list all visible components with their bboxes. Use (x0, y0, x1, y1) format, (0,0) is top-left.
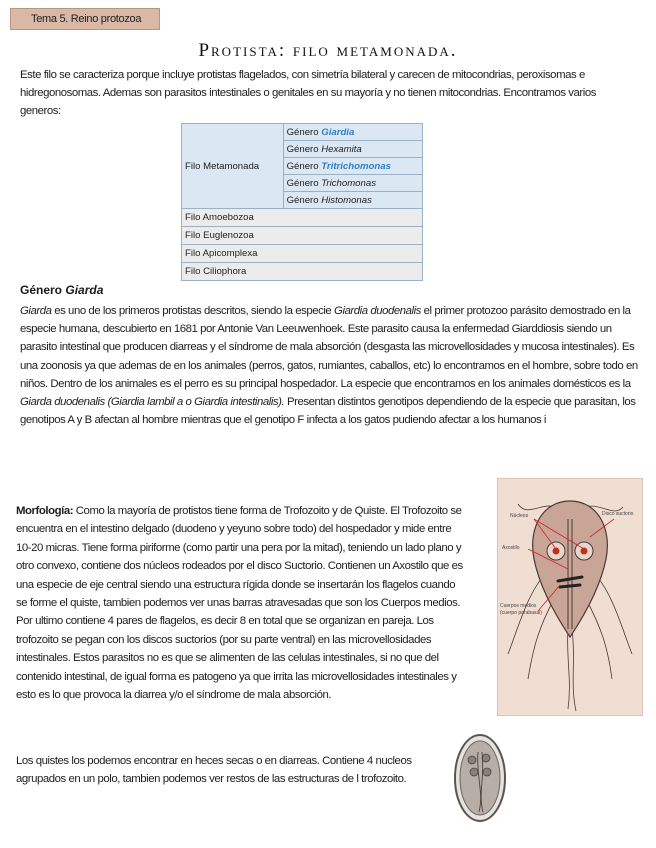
table-row-phylum (182, 263, 423, 281)
label-disco-suctorio: Disco suctorio (602, 511, 634, 517)
trophozoite-figure (497, 478, 643, 716)
genus-prefix: Género (286, 143, 319, 155)
giardia-heading-prefix: Género (20, 283, 63, 297)
cyst-illustration (452, 732, 508, 824)
label-axostilo: Axostilo (502, 545, 520, 551)
genus-prefix: Género (286, 126, 319, 138)
table-genus-cell (283, 141, 422, 158)
genus-name: Hexamita (321, 143, 362, 155)
giardia-heading-name: Giarda (65, 283, 104, 297)
morfologia-text: Como la mayoría de protistos tiene forma de Trofozoito y de Quiste. El Trofozoito se encuentra en el intestino delgado (duodeno y yeyuno sobre todo) del hospedador y mide entre 10-20 micras. Tiene forma piriforme (como partir una pera por la mitad), teniendo un lado plano y otro convexo, contiene dos núcleos rodeados por el disco Suctorio. Contienen un Axostilo que es una especie de eje central siendo una estructura rígida donde se insertarán los flagelos cuando se forme el quiste, tambien podemos ver unas barras atravesadas que son los Cuerpos medios. Por ultimo contiene 4 pares de flagelos, es decir 8 en total que se organizan en pareja. Los trofozoito se pegan con los discos suctorios (por su parte ventral) en las microvellosidades intestinales. Estos parasitos no es que se alimenten de las celulas intestinales, si no que del contenido intestinal, de igual forma es patogeno ya que irrita las microvellosidades intestinales y esto es lo que provoca la diarrea y/o el síndrome de mala absorción. (16, 505, 463, 702)
giardia-text-d: el primer protozoo parásito demostrado en la especie humana, descubierto en 1681 por Antonie Van Leeuwenhoek. Este parasito causa la enfermedad Giarddiosis siendo un parasito intestinal que producen diarreas y el síndrome de mala absorción (desgasta las microvellosidades y mucosa intestinales). Es una zoonosis ya que ademas de en los animales (perros, gatos, rumiantes, caballos, etc) lo encontramos en el hombre, sobre todo en niños. Dentro de los animales es el perro es su principal hospedador. La especie que encontramos en los animales domésticos es la (20, 305, 638, 390)
genus-name: Trichomonas (321, 177, 376, 189)
table-phylum-cell: Filo Apicomplexa (182, 245, 423, 263)
trophozoite-illustration (498, 479, 642, 715)
phylum-table (181, 123, 423, 281)
table-genus-cell (283, 124, 422, 141)
table-row-phylum (182, 245, 423, 263)
table-row-phylum (182, 209, 423, 227)
giardia-text-b: es uno de los primeros protistas descritos, siendo la especie (51, 305, 335, 317)
morfologia-label: Morfología: (16, 505, 74, 517)
giardia-text-f: Presentan distintos genotipos dependiendo de la especie que parasitan, los genotipos A y B afectan al hombre mientras que el genotipo F infecta a los gatos pudiendo afectar a los humanos i (20, 396, 636, 427)
table-genus-cell (283, 175, 422, 192)
section-tag: Tema 5. Reino protozoa (10, 8, 160, 30)
trophozoite-body (533, 501, 608, 637)
table-phylum-cell: Filo Euglenozoa (182, 227, 423, 245)
genus-prefix: Género (286, 194, 319, 206)
intro-paragraph: Este filo se caracteriza porque incluye protistas flagelados, con simetría bilateral y carecen de mitocondrias, peroxisomas e hidregonosomas. Ademas son parasitos intestinales o genitales en su mayoría y no tienen mitocondrias. Encontramos varios generos: (20, 69, 596, 118)
table-phylum-cell: Filo Amoebozoa (182, 209, 423, 227)
label-cuerpos-medios: Cuerpos medios (500, 603, 537, 609)
page-title: Protista: filo metamonada. (198, 40, 458, 61)
giardia-text-a: Giarda (20, 305, 52, 317)
genus-prefix: Género (286, 160, 319, 172)
table-genus-cell (283, 192, 422, 209)
table-group-label: Filo Metamonada (182, 124, 284, 209)
label-nucleos: Núcleos (510, 513, 529, 519)
table-row-genus (182, 124, 423, 141)
genus-name: Histomonas (321, 194, 372, 206)
label-cuerpos-sub: (cuerpo parabasal) (500, 610, 542, 616)
giardia-paragraph (20, 302, 640, 429)
table-row-phylum (182, 227, 423, 245)
morfologia-paragraph (16, 502, 466, 704)
genus-name[interactable]: Tritrichomonas (321, 160, 391, 172)
quistes-paragraph: Los quistes los podemos encontrar en heces secas o en diarreas. Contiene 4 nucleos agrupados en un polo, tambien podemos ver restos de las estructuras de l trofozoito. (16, 755, 412, 786)
giardia-text-c: Giardia duodenalis (334, 305, 421, 317)
table-phylum-cell: Filo Ciliophora (182, 263, 423, 281)
giardia-text-e: Giarda duodenalis (Giardia lambil a o Giardia intestinalis). (20, 396, 285, 409)
table-genus-cell (283, 158, 422, 175)
giardia-heading (20, 283, 103, 297)
genus-name[interactable]: Giardia (321, 126, 355, 138)
genus-prefix: Género (286, 177, 319, 189)
